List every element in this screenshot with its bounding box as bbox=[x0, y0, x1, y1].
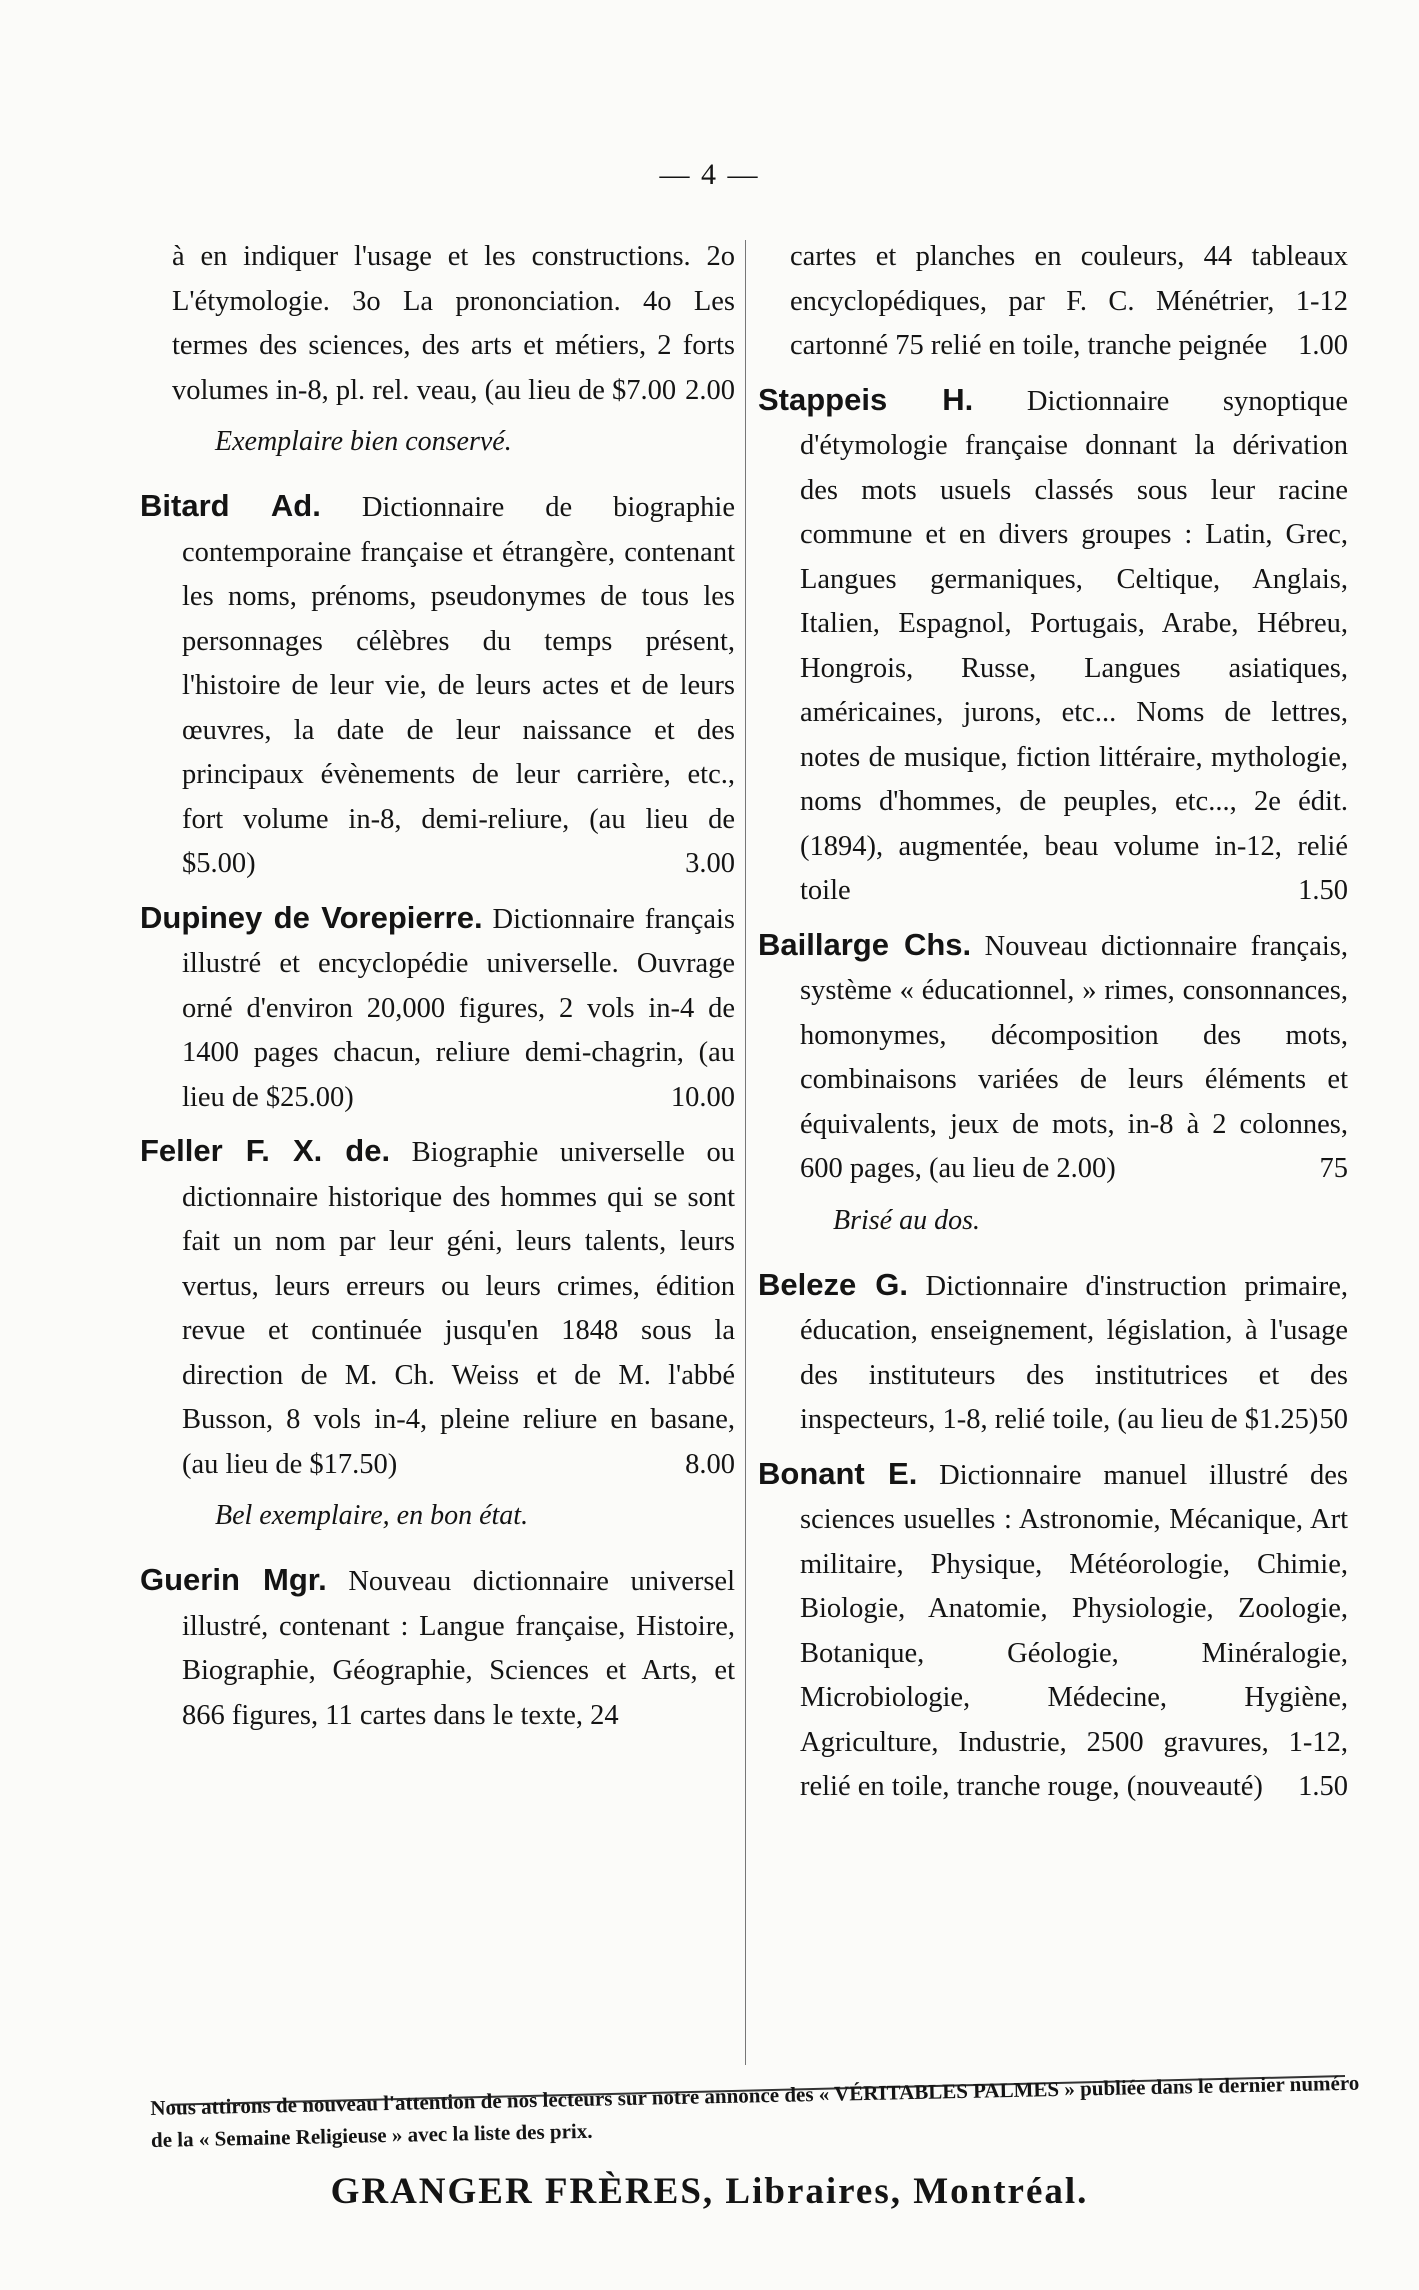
entry-description: Dictionnaire français illustré et encyclopédie universelle. Ouvrage orné d'environ 20,000 figures, 2 vols in-4 de 1400 pages chacun, reliure demi-chagrin, (au lieu de $25.00) bbox=[182, 903, 735, 1113]
entry-author: Guerin Mgr. bbox=[140, 1562, 327, 1597]
entry-price: 3.00 bbox=[685, 848, 735, 879]
condition-note: Brisé au dos. bbox=[833, 1204, 980, 1236]
publisher-imprint: GRANGER FRÈRES, Libraires, Montréal. bbox=[330, 2171, 1089, 2212]
catalog-entry bbox=[758, 1263, 1348, 1443]
condition-note: Exemplaire bien conservé. bbox=[215, 426, 512, 457]
entry-author: Feller F. X. de. bbox=[140, 1133, 391, 1168]
right-column bbox=[758, 235, 1348, 1819]
entry-price: 75 bbox=[1319, 1153, 1348, 1184]
left-column bbox=[140, 235, 735, 1747]
catalog-entry bbox=[140, 1558, 735, 1738]
catalog-entry bbox=[758, 235, 1348, 369]
entry-description: Nouveau dictionnaire français, système « éducationnel, » rimes, consonnances, homonymes, décomposition des mots, combinaisons variées de leurs éléments et équivalents, jeux de mots, in-8 à 2 colonnes, 600 pages, (au lieu de 2.00) bbox=[800, 930, 1348, 1184]
entry-description: Dictionnaire synoptique d'étymologie française donnant la dérivation des mots usuels classés sous leur racine commune et en divers groupes : Latin, Grec, Langues germaniques, Celtique, Anglais, Italien, Espagnol, Portugais, Arabe, Hébreu, Hongrois, Russe, Langues asiatiques, américaines, jurons, etc... Noms de lettres, notes de musique, fiction littéraire, mythologie, noms d'hommes, de peuples, etc..., 2e édit. (1894), augmentée, beau volume in-12, relié toile bbox=[800, 385, 1349, 906]
column-divider bbox=[745, 240, 746, 2065]
entry-price: 1.50 bbox=[1298, 1771, 1348, 1802]
entry-price: 8.00 bbox=[685, 1448, 735, 1480]
entry-description: cartes et planches en couleurs, 44 tableaux encyclopédiques, par F. C. Ménétrier, 1-12 cartonné 75 relié en toile, tranche peignée bbox=[790, 241, 1348, 361]
entry-price: 1.50 bbox=[1298, 875, 1348, 906]
catalog-entry bbox=[140, 484, 735, 887]
entry-price: 2.00 bbox=[685, 374, 735, 406]
entry-description: Dictionnaire manuel illustré des sciences usuelles : Astronomie, Mécanique, Art militaire, Physique, Météorologie, Chimie, Biologie, Anatomie, Physiologie, Zoologie, Botanique, Géologie, Minéralogie, Microbiologie, Médecine, Hygiène, Agriculture, Industrie, 2500 gravures, 1-12, relié en toile, tranche rouge, (nouveauté) bbox=[800, 1459, 1348, 1802]
entry-author: Dupiney de Vorepierre. bbox=[140, 899, 483, 935]
entry-author: Baillarge Chs. bbox=[758, 926, 972, 962]
catalog-entry bbox=[140, 235, 735, 413]
entry-description: Nouveau dictionnaire universel illustré, contenant : Langue française, Histoire, Biographie, Géographie, Sciences et Arts, et 866 figures, 11 cartes dans le texte, 24 bbox=[182, 1566, 735, 1731]
entry-price: 10.00 bbox=[670, 1081, 735, 1113]
entry-description: Dictionnaire d'instruction primaire, éducation, enseignement, législation, à l'usage des instituteurs des institutrices et des inspecteurs, 1-8, relié toile, (au lieu de $1.25) bbox=[800, 1270, 1349, 1435]
entry-author: Bitard Ad. bbox=[140, 488, 321, 523]
entry-price: 1.00 bbox=[1298, 330, 1348, 361]
catalog-entry bbox=[758, 923, 1348, 1192]
entry-author: Beleze G. bbox=[758, 1266, 908, 1302]
entry-description: à en indiquer l'usage et les constructions. 2o L'étymologie. 3o La prononciation. 4o Les termes des sciences, des arts et métiers, 2 forts volumes in-8, pl. rel. veau, (au lieu de $7.00 bbox=[172, 241, 735, 406]
catalog-entry bbox=[140, 896, 735, 1121]
page-number: — 4 — bbox=[659, 158, 760, 191]
entry-author: Bonant E. bbox=[758, 1455, 918, 1491]
footer-notice: Nous attirons de nouveau l'attention de nos lecteurs sur notre annonce des « VÉRITABLES PALMES » publiée dans le dernier numéro de la « Semaine Religieuse » avec la liste des prix. bbox=[150, 2070, 1360, 2152]
entry-author: Stappeis H. bbox=[758, 381, 974, 417]
entry-description: Biographie universelle ou dictionnaire historique des hommes qui se sont fait un nom par leur géni, leurs talents, leurs vertus, leurs erreurs ou leurs crimes, édition revue et continuée jusqu'en 1848 sous la direction de M. Ch. Weiss et de M. l'abbé Busson, 8 vols in-4, pleine reliure en basane, (au lieu de $17.50) bbox=[182, 1137, 735, 1480]
catalog-entry bbox=[758, 378, 1348, 914]
condition-note: Bel exemplaire, en bon état. bbox=[215, 1500, 529, 1531]
entry-description: Dictionnaire de biographie contemporaine française et étrangère, contenant les noms, prénoms, pseudonymes de tous les personnages célèbres du temps présent, l'histoire de leur vie, de leurs actes et de leurs œuvres, la date de leur naissance et des principaux évènements de leur carrière, etc., fort volume in-8, demi-reliure, (au lieu de $5.00) bbox=[182, 492, 735, 879]
catalog-entry bbox=[140, 1129, 735, 1487]
entry-price: 50 bbox=[1319, 1404, 1348, 1435]
catalog-entry bbox=[758, 1452, 1348, 1810]
